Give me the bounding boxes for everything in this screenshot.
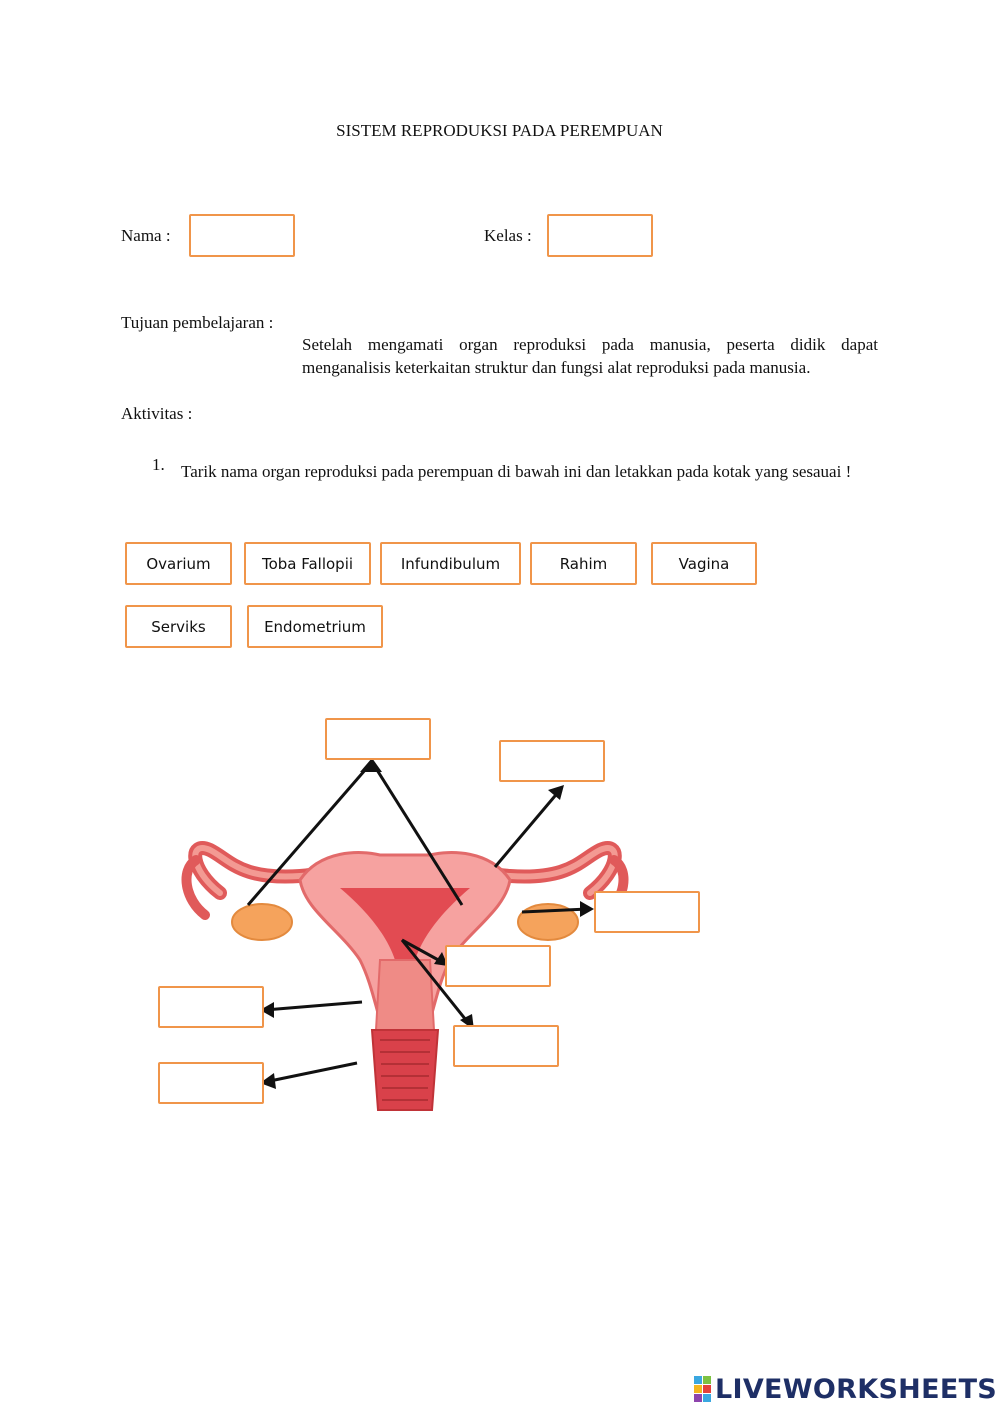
drop-box-ovarium[interactable]: [325, 718, 431, 760]
drop-box-vagina[interactable]: [158, 1062, 264, 1104]
class-input[interactable]: [547, 214, 653, 257]
drop-box-infundibulum[interactable]: [499, 740, 605, 782]
name-label: Nama :: [121, 226, 171, 245]
brand-name: LIVEWORKSHEETS: [715, 1373, 998, 1405]
drop-box-endometrium[interactable]: [445, 945, 551, 987]
chip-endometrium[interactable]: Endometrium: [247, 605, 383, 648]
page-title: SISTEM REPRODUKSI PADA PEREMPUAN: [336, 121, 663, 140]
class-label: Kelas :: [484, 226, 532, 245]
drop-box-rahim[interactable]: [453, 1025, 559, 1067]
name-input[interactable]: [189, 214, 295, 257]
question-number: 1.: [152, 455, 165, 474]
liveworksheets-brand: [694, 1372, 997, 1406]
chip-vagina[interactable]: Vagina: [651, 542, 757, 585]
objective-label: Tujuan pembelajaran :: [121, 313, 274, 332]
chip-toba-fallopii[interactable]: Toba Fallopii: [244, 542, 371, 585]
activity-label: Aktivitas :: [121, 404, 193, 423]
drop-box-serviks[interactable]: [158, 986, 264, 1028]
chip-serviks[interactable]: Serviks: [125, 605, 232, 648]
question-instruction: Tarik nama organ reproduksi pada perempuan di bawah ini dan letakkan pada kotak yang sesauai !: [181, 462, 852, 481]
chip-ovarium[interactable]: Ovarium: [125, 542, 232, 585]
drop-box-toba-fallopii[interactable]: [594, 891, 700, 933]
liveworksheets-logo-icon: [694, 1376, 711, 1402]
objective-text: Setelah mengamati organ reproduksi pada manusia, peserta didik dapat menganalisis keterkaitan struktur dan fungsi alat reproduksi pada manusia.: [302, 335, 878, 377]
chip-infundibulum[interactable]: Infundibulum: [380, 542, 521, 585]
chip-rahim[interactable]: Rahim: [530, 542, 637, 585]
